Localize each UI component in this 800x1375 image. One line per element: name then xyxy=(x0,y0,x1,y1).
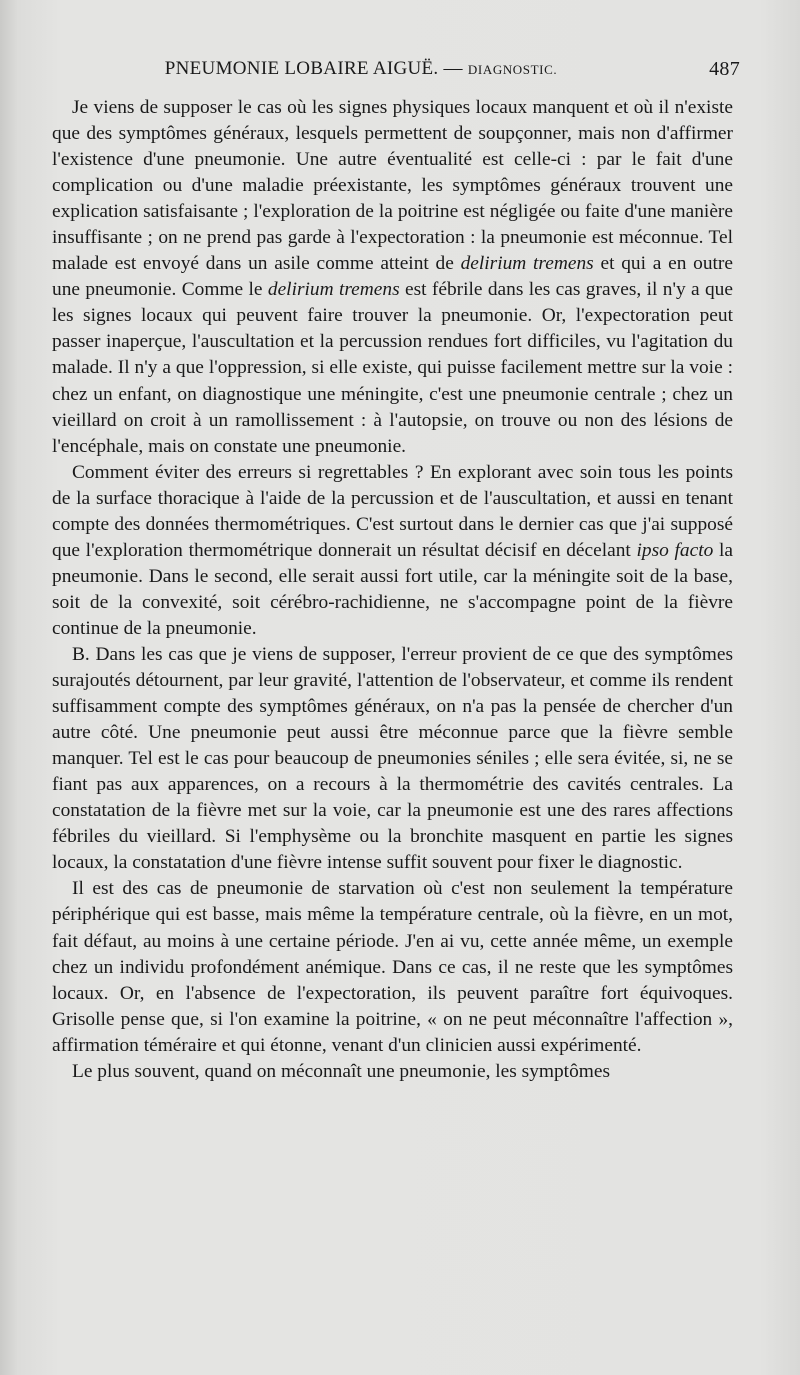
italic-text: ipso facto xyxy=(636,539,714,561)
italic-text: delirium tremens xyxy=(460,253,594,275)
paragraph-1 xyxy=(52,95,733,460)
text-run: B. Dans les cas que je viens de supposer, l'erreur provient de ce que des symptômes surajoutés détournent, par leur gravité, l'attention de l'observateur, et comme ils rendent suffisamment compte des symptômes généraux, on n'a pas la pensée de chercher d'un autre côté. Une pneumonie peut aussi être méconnue parce que la fièvre semble manquer. Tel est le cas pour beaucoup de pneumonies séniles ; elle sera évitée, si, ne se fiant pas aux apparences, on a recours à la thermométrie des cavités centrales. La constatation de la fièvre met sur la voie, car la pneumonie est une des rares affections fébriles du vieillard. Si l'emphysème ou la bronchite masquent en partie les signes locaux, la constatation d'une fièvre intense suffit souvent pour fixer le diagnostic. xyxy=(52,643,733,874)
page-body xyxy=(52,95,733,1085)
paragraph-2 xyxy=(52,460,733,642)
text-run: Le plus souvent, quand on méconnaît une pneumonie, les symptômes xyxy=(72,1060,610,1082)
page-header xyxy=(52,58,740,88)
text-run: Je viens de supposer le cas où les signes physiques locaux manquent et où il n'existe que des symptômes généraux, lesquels permettent de soupçonner, mais non d'affirmer l'existence d'une pneumonie. Une autre éventualité est celle-ci : par le fait d'une complication ou d'une maladie préexistante, les symptômes généraux trouvent une explication satisfaisante ; l'exploration de la poitrine est négligée ou faite d'une manière insuffisante ; on ne prend pas garde à l'expectoration : la pneumonie est méconnue. Tel malade est envoyé dans un asile comme atteint de xyxy=(52,97,733,275)
running-head-separator: — xyxy=(443,58,463,79)
running-head-title: PNEUMONIE LOBAIRE AIGUË. xyxy=(164,58,439,79)
text-run: et qui a en outre une pneumonie. Comme le xyxy=(52,253,733,301)
text-run: la pneumonie. Dans le second, elle serait aussi fort utile, car la méningite soit de la base, soit de la convexité, soit cérébro-rachidienne, ne s'accompagne point de la fièvre continue de la pneumonie. xyxy=(52,539,733,639)
italic-text: delirium tremens xyxy=(267,279,400,301)
text-run: Comment éviter des erreurs si regrettables ? En explorant avec soin tous les points de la surface thoracique à l'aide de la percussion et de l'auscultation, et aussi en tenant compte des données thermométriques. C'est surtout dans le dernier cas que j'ai supposé que l'exploration thermométrique donnerait un résultat décisif en décelant xyxy=(52,461,733,561)
running-head xyxy=(52,58,670,80)
paragraph-4 xyxy=(52,876,733,1058)
text-run: Il est des cas de pneumonie de starvation où c'est non seulement la température périphérique qui est basse, mais même la température centrale, où la fièvre, en un mot, fait défaut, au moins à une certaine période. J'en ai vu, cette année même, un exemple chez un individu profondément anémique. Dans ce cas, il ne reste que les symptômes locaux. Or, en l'absence de l'expectoration, ils peuvent paraître fort équivoques. Grisolle pense que, si l'on examine la poitrine, « on ne peut méconnaître l'affection », affirmation téméraire et qui étonne, venant d'un clinicien aussi expérimenté. xyxy=(52,878,733,1056)
page-number: 487 xyxy=(709,58,740,80)
paragraph-3 xyxy=(52,642,733,876)
text-run: est fébrile dans les cas graves, il n'y a que les signes locaux qui peuvent faire trouver la pneumonie. Or, l'expectoration peut passer inaperçue, l'auscultation et la percussion rendues fort difficiles, vu l'agitation du malade. Il n'y a que l'oppression, si elle existe, qui puisse facilement mettre sur la voie : chez un enfant, on diagnostique une méningite, c'est une pneumonie centrale ; chez un vieillard on croit à un ramollissement : à l'autopsie, on trouve ou non des lésions de l'encéphale, mais on constate une pneumonie. xyxy=(52,279,733,457)
paragraph-5 xyxy=(52,1059,733,1085)
running-head-section: DIAGNOSTIC. xyxy=(467,62,558,77)
